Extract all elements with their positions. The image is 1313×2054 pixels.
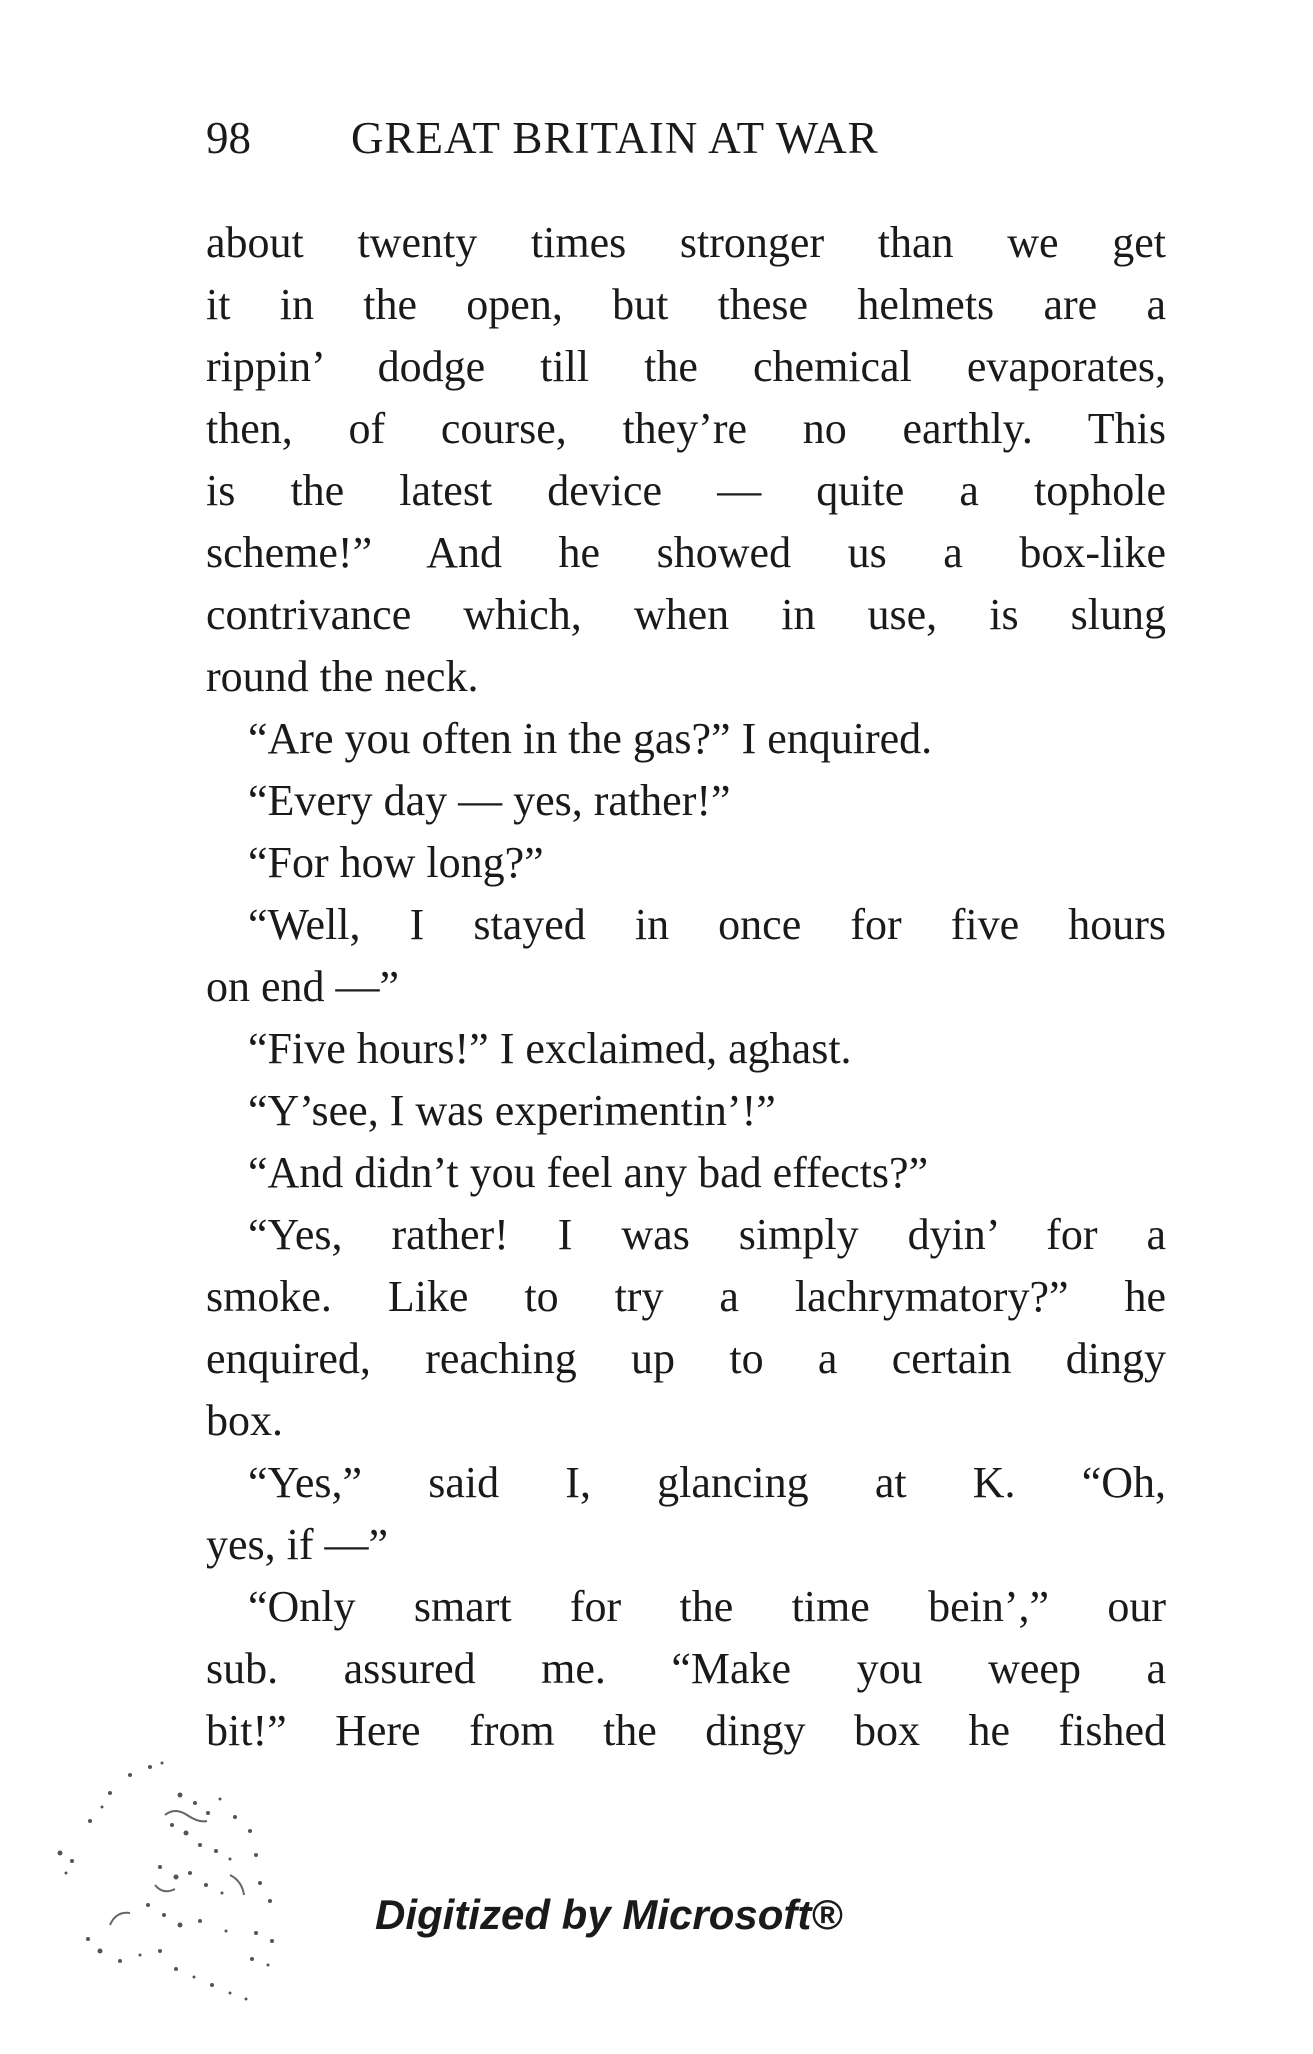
text-line: about twenty times stronger than we get — [206, 218, 1166, 267]
body-text — [206, 212, 1166, 1762]
text-line: “Every day — yes, rather!” — [248, 776, 731, 825]
text-line: smoke. Like to try a lachrymatory?” he — [206, 1272, 1166, 1321]
text-line: it in the open, but these helmets are a — [206, 280, 1166, 329]
text-line: “Yes, rather! I was simply dyin’ for a — [248, 1210, 1166, 1259]
text-line: is the latest device — quite a tophole — [206, 466, 1166, 515]
footer-watermark: Digitized by Microsoft® — [375, 1891, 843, 1938]
text-line: scheme!” And he showed us a box-like — [206, 528, 1166, 577]
text-line: “And didn’t you feel any bad effects?” — [248, 1148, 929, 1197]
text-line: “Well, I stayed in once for five hours — [248, 900, 1166, 949]
text-line: yes, if —” — [206, 1520, 389, 1569]
text-line: rippin’ dodge till the chemical evaporates, — [206, 342, 1166, 391]
text-line: box. — [206, 1396, 283, 1445]
text-line: “Yes,” said I, glancing at K. “Oh, — [248, 1458, 1166, 1507]
text-line: “For how long?” — [248, 838, 544, 887]
running-head — [206, 108, 1166, 168]
text-line: contrivance which, when in use, is slung — [206, 590, 1166, 639]
page-number: 98 — [206, 113, 251, 163]
text-line: round the neck. — [206, 652, 479, 701]
text-line: enquired, reaching up to a certain dingy — [206, 1334, 1166, 1383]
text-line: “Five hours!” I exclaimed, aghast. — [248, 1024, 852, 1073]
text-line: “Are you often in the gas?” I enquired. — [248, 714, 933, 763]
running-title: GREAT BRITAIN AT WAR — [351, 113, 879, 163]
text-line: bit!” Here from the dingy box he fished — [206, 1706, 1166, 1755]
library-stamp-icon — [30, 1755, 320, 2005]
text-line: on end —” — [206, 962, 400, 1011]
text-line: then, of course, they’re no earthly. This — [206, 404, 1166, 453]
text-line: sub. assured me. “Make you weep a — [206, 1644, 1166, 1693]
text-line: “Only smart for the time bein’,” our — [248, 1582, 1166, 1631]
text-line: “Y’see, I was experimentin’!” — [248, 1086, 776, 1135]
